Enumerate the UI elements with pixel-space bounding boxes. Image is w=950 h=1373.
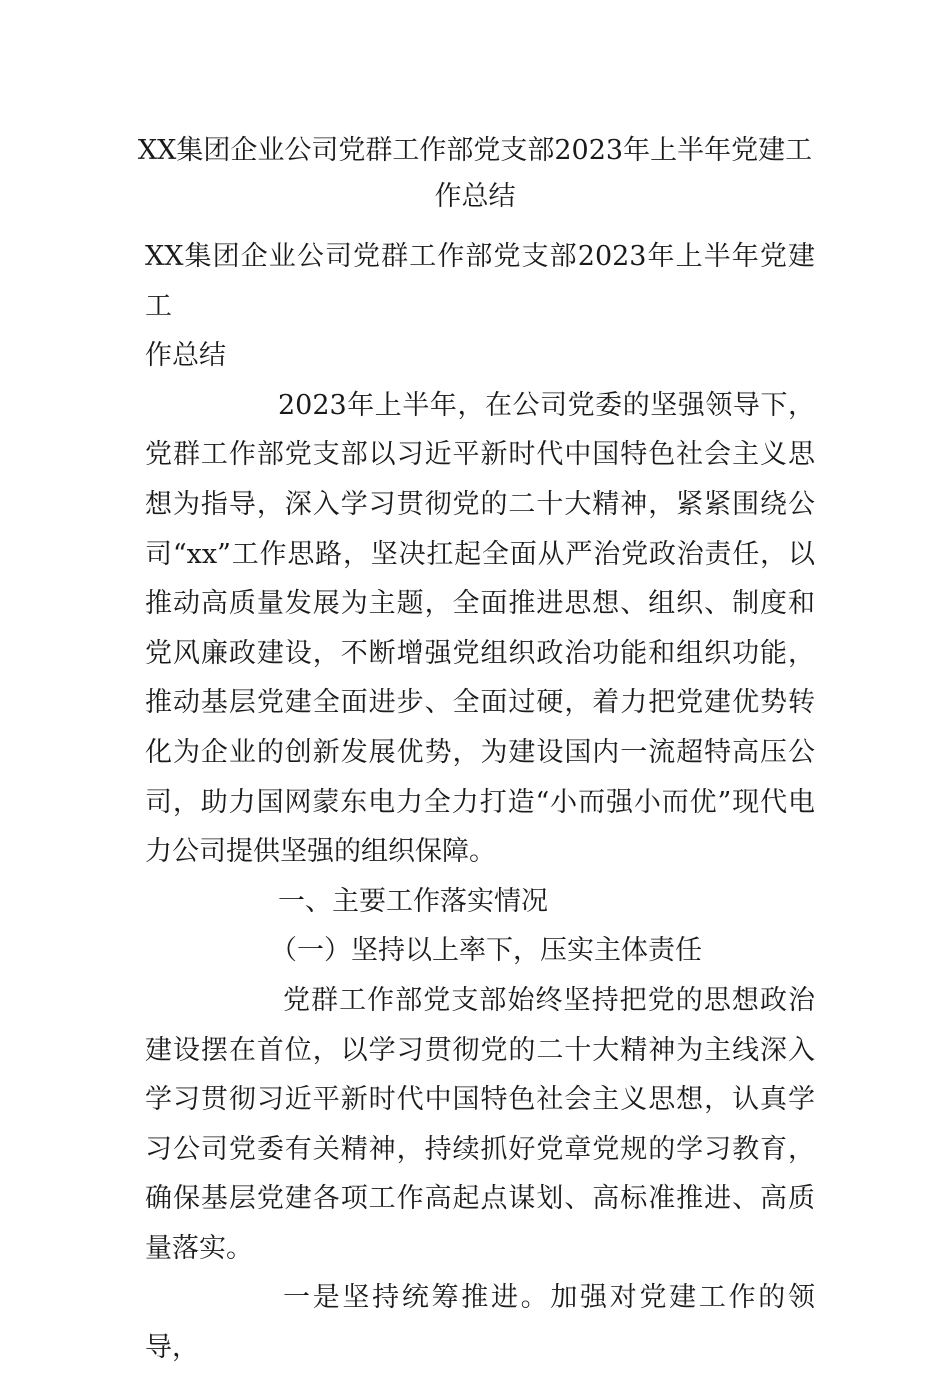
subsection-heading-1: （一）坚持以上率下，压实主体责任: [270, 935, 702, 967]
subtitle-line-1: XX集团企业公司党群工作部党支部2023年上半年党建工: [145, 241, 815, 322]
title-line-2: 作总结: [434, 181, 516, 212]
document-subtitle: [145, 232, 815, 381]
document-body: [145, 232, 815, 1373]
subsection-paragraph-1: 党群工作部党支部始终坚持把党的思想政治建设摆在首位，以学习贯彻党的二十大精神为主线深入学习贯彻习近平新时代中国特色社会主义思想，认真学习公司党委有关精神，持续抓好党章党规的学习教育，确保基层党建各项工作高起点谋划、高标准推进、高质量落实。: [145, 984, 815, 1264]
section-heading-1: 一、主要工作落实情况: [278, 885, 548, 917]
title-line-1: XX集团企业公司党群工作部党支部2023年上半年党建工: [137, 135, 813, 166]
point-paragraph-1: 一是坚持统筹推进。加强对党建工作的领导，: [145, 1282, 815, 1364]
intro-paragraph: 2023年上半年，在公司党委的坚强领导下，党群工作部党支部以习近平新时代中国特色社会主义思想为指导，深入学习贯彻党的二十大精神，紧紧围绕公司“xx”工作思路，坚决扛起全面从严治党政治责任，以推动高质量发展为主题，全面推进思想、组织、制度和党风廉政建设，不断增强党组织政治功能和组织功能，推动基层党建全面进步、全面过硬，着力把党建优势转化为企业的创新发展优势，为建设国内一流超特高压公司，助力国网蒙东电力全力打造“小而强小而优”现代电力公司提供坚强的组织保障。: [145, 389, 815, 868]
document-title: [135, 128, 815, 220]
subtitle-line-2: 作总结: [145, 340, 226, 372]
